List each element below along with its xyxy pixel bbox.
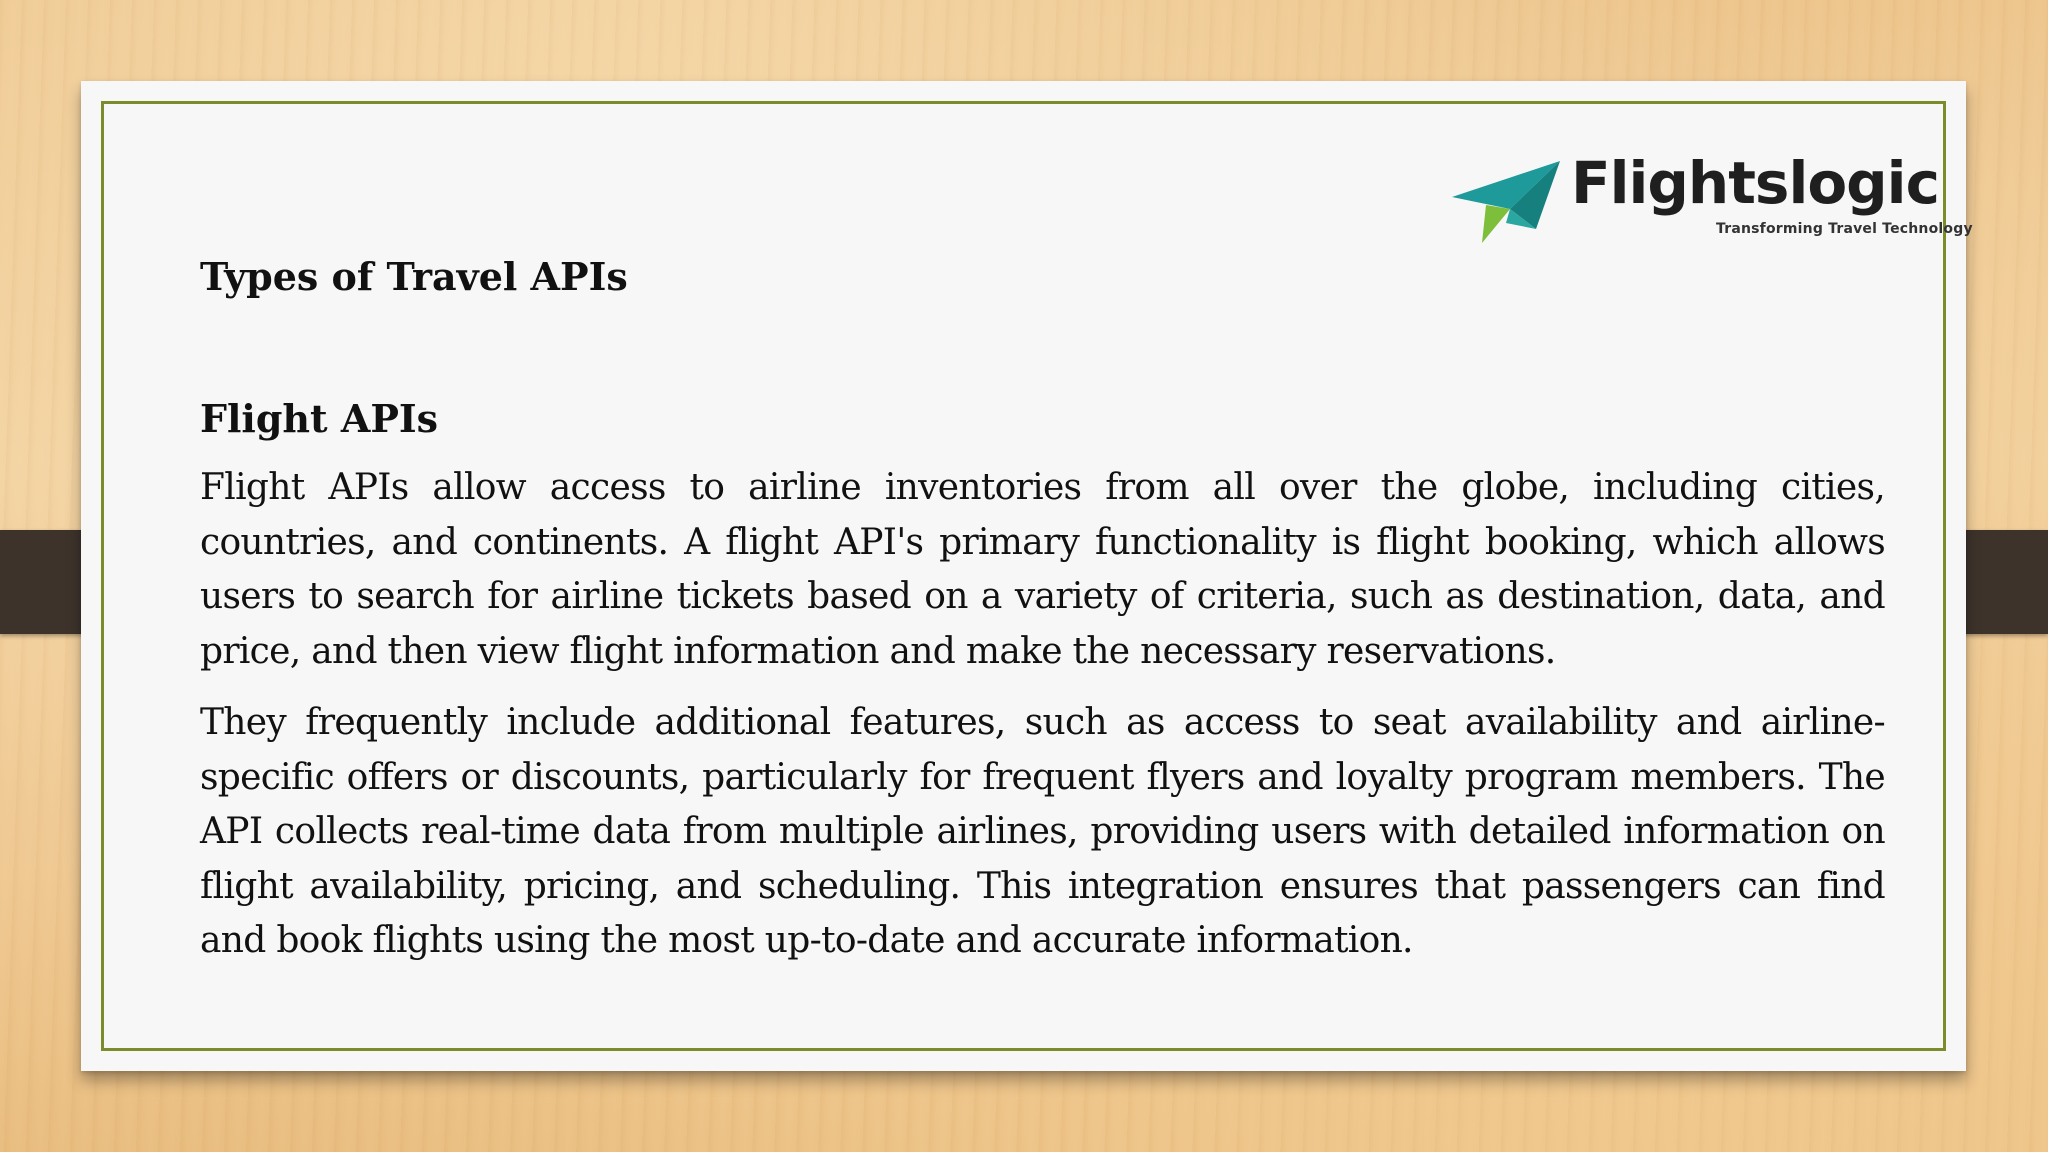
slide-content — [200, 251, 1885, 969]
flightslogic-logo — [1446, 147, 1986, 257]
logo-brand-text: Flightslogic — [1571, 149, 1939, 217]
logo-tagline: Transforming Travel Technology — [1716, 221, 1973, 237]
paper-plane-icon — [1446, 151, 1576, 247]
body-paragraph: Flight APIs allow access to airline inventories from all over the globe, including cities, countries, and continents. A flight API's primary functionality is flight booking, which allows users to search for airline tickets based on a variety of criteria, such as destination, data, and price, and then view flight information and make the necessary reservations. — [200, 467, 1885, 672]
body-paragraph: They frequently include additional features, such as access to seat availability and airline-specific offers or discounts, particularly for frequent flyers and loyalty program members. The API collects real-time data from multiple airlines, providing users with detailed information on flight availability, pricing, and scheduling. This integration ensures that passengers can find and book flights using the most up-to-date and accurate information. — [200, 702, 1885, 961]
slide-subtitle: Flight APIs — [200, 396, 439, 441]
slide-card — [81, 81, 1973, 1071]
slide-title: Types of Travel APIs — [200, 254, 628, 299]
